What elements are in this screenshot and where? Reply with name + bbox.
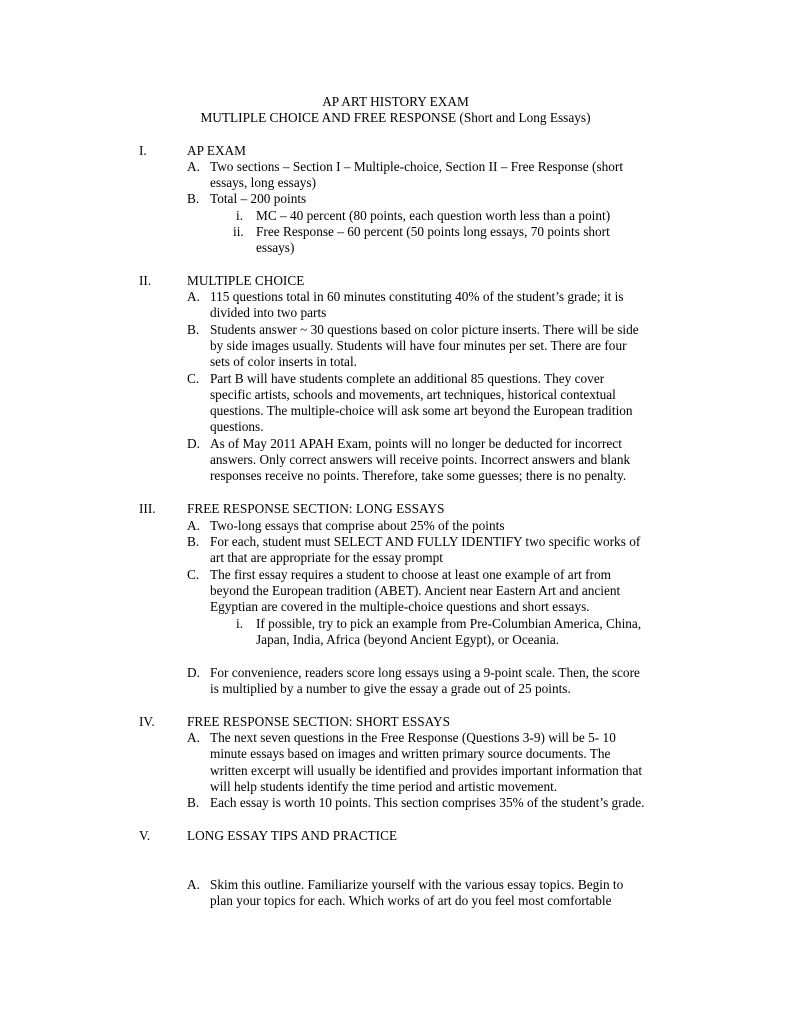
section-1-numeral: I. xyxy=(139,143,147,158)
item-marker: B. xyxy=(187,795,200,810)
section-4-heading: FREE RESPONSE SECTION: SHORT ESSAYS xyxy=(187,714,450,729)
item-marker: C. xyxy=(187,567,200,582)
subitem-marker: ii. xyxy=(233,224,244,239)
section-4-numeral: IV. xyxy=(139,714,155,729)
subitem-line: Japan, India, Africa (beyond Ancient Egypt), or Oceania. xyxy=(256,632,560,647)
item-marker: C. xyxy=(187,371,200,386)
item-line: Skim this outline. Familiarize yourself with the various essay topics. Begin to xyxy=(210,877,624,892)
item-marker: B. xyxy=(187,534,200,549)
subitem-line: Free Response – 60 percent (50 points long essays, 70 points short xyxy=(256,224,610,239)
section-5-numeral: V. xyxy=(139,828,151,843)
item-marker: D. xyxy=(187,436,200,451)
item-line: written excerpt will usually be identified and provides important information that xyxy=(210,763,643,778)
item-line: Egyptian are covered in the multiple-choice questions and short essays. xyxy=(210,599,590,614)
item-line: beyond the European tradition (ABET). Ancient near Eastern Art and ancient xyxy=(210,583,621,598)
item-line: plan your topics for each. Which works of art do you feel most comfortable xyxy=(210,893,612,908)
subitem-line: MC – 40 percent (80 points, each question worth less than a point) xyxy=(256,208,611,223)
item-line: questions. The multiple-choice will ask some art beyond the European tradition xyxy=(210,403,633,418)
subitem-marker: i. xyxy=(236,616,244,631)
item-line: The first essay requires a student to choose at least one example of art from xyxy=(210,567,611,582)
page-subtitle: MUTLIPLE CHOICE AND FREE RESPONSE (Short and Long Essays) xyxy=(200,110,591,125)
item-line: For each, student must SELECT AND FULLY IDENTIFY two specific works of xyxy=(210,534,641,549)
item-line: specific artists, schools and movements, art techniques, historical contextual xyxy=(210,387,616,402)
item-line: answers. Only correct answers will receive points. Incorrect answers and blank xyxy=(210,452,631,467)
item-marker: D. xyxy=(187,665,200,680)
item-line: The next seven questions in the Free Response (Questions 3-9) will be 5- 10 xyxy=(210,730,616,745)
item-line: essays, long essays) xyxy=(210,175,316,190)
subitem-line: If possible, try to pick an example from Pre-Columbian America, China, xyxy=(256,616,642,631)
subitem-marker: i. xyxy=(236,208,244,223)
item-line: Total – 200 points xyxy=(210,191,307,206)
item-line: by side images usually. Students will have four minutes per set. There are four xyxy=(210,338,627,353)
item-line: will help students identify the time period and artistic movement. xyxy=(210,779,558,794)
subitem-line: essays) xyxy=(256,240,295,255)
item-marker: B. xyxy=(187,191,200,206)
item-line: questions. xyxy=(210,419,264,434)
item-marker: A. xyxy=(187,159,200,174)
section-2-heading: MULTIPLE CHOICE xyxy=(187,273,305,288)
item-marker: A. xyxy=(187,877,200,892)
section-3-numeral: III. xyxy=(139,501,156,516)
item-line: 115 questions total in 60 minutes constituting 40% of the student’s grade; it is xyxy=(210,289,624,304)
item-marker: A. xyxy=(187,518,200,533)
item-line: Students answer ~ 30 questions based on color picture inserts. There will be side xyxy=(210,322,639,337)
item-line: minute essays based on images and written primary source documents. The xyxy=(210,746,611,761)
section-5-heading: LONG ESSAY TIPS AND PRACTICE xyxy=(187,828,398,843)
item-line: responses receive no points. Therefore, take some guesses; there is no penalty. xyxy=(210,468,627,483)
item-line: is multiplied by a number to give the essay a grade out of 25 points. xyxy=(210,681,571,696)
page-title: AP ART HISTORY EXAM xyxy=(322,94,469,109)
item-line: Two-long essays that comprise about 25% of the points xyxy=(210,518,505,533)
item-marker: A. xyxy=(187,289,200,304)
item-line: art that are appropriate for the essay prompt xyxy=(210,550,443,565)
item-line: Each essay is worth 10 points. This section comprises 35% of the student’s grade. xyxy=(210,795,645,810)
item-line: divided into two parts xyxy=(210,305,327,320)
section-2-numeral: II. xyxy=(139,273,152,288)
item-marker: B. xyxy=(187,322,200,337)
item-line: For convenience, readers score long essays using a 9-point scale. Then, the score xyxy=(210,665,640,680)
section-1-heading: AP EXAM xyxy=(187,143,246,158)
item-line: Part B will have students complete an additional 85 questions. They cover xyxy=(210,371,605,386)
item-marker: A. xyxy=(187,730,200,745)
section-3-heading: FREE RESPONSE SECTION: LONG ESSAYS xyxy=(187,501,445,516)
item-line: Two sections – Section I – Multiple-choice, Section II – Free Response (short xyxy=(210,159,624,174)
item-line: As of May 2011 APAH Exam, points will no longer be deducted for incorrect xyxy=(210,436,622,451)
item-line: sets of color inserts in total. xyxy=(210,354,357,369)
